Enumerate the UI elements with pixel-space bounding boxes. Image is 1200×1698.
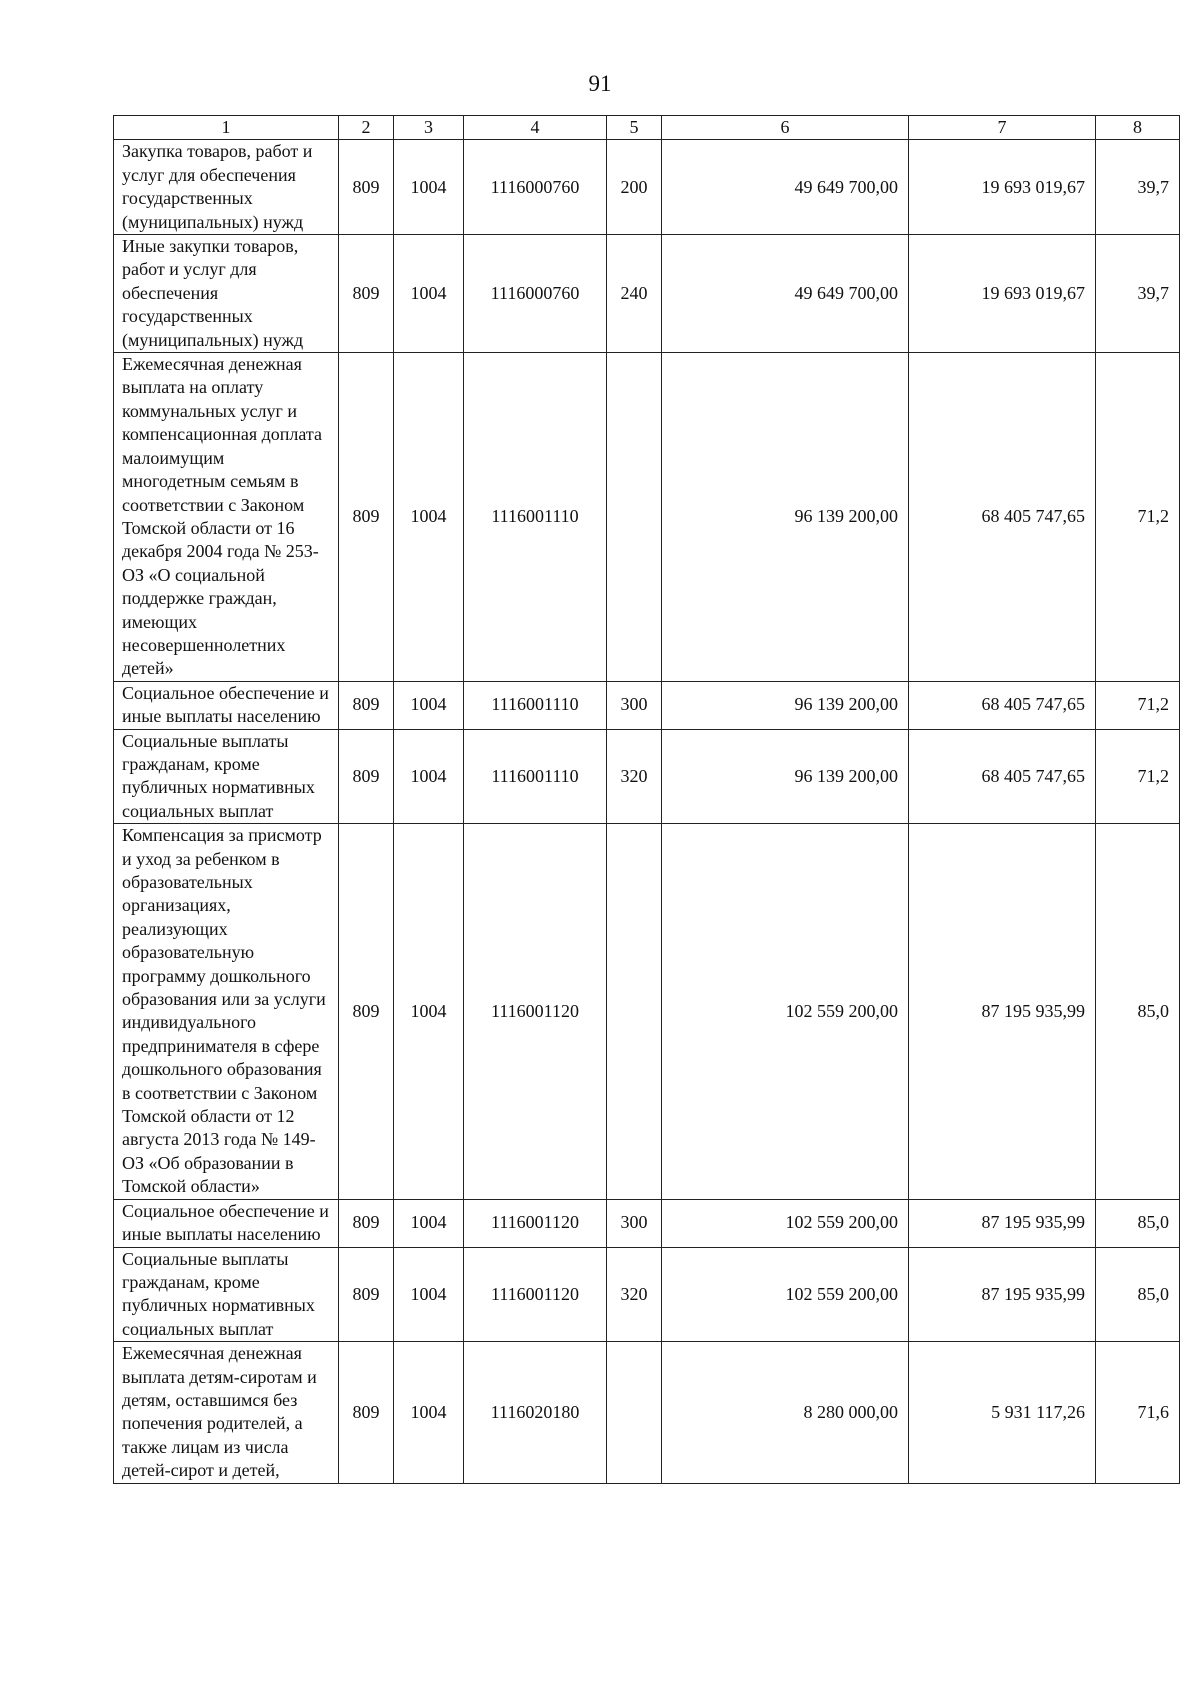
row-name: Ежемесячная денежная выплата на оплату коммунальных услуг и компенсационная доплата малоимущим многодетным семьям в соответствии с Законом Томской области от 16 декабря 2004 года № 253-ОЗ «О социальной поддержке граждан, имеющих несовершеннолетних детей» xyxy=(114,353,339,682)
section-code: 1004 xyxy=(394,1247,464,1342)
section-code: 1004 xyxy=(394,824,464,1200)
target-article: 1116001120 xyxy=(464,1199,607,1247)
section-code: 1004 xyxy=(394,1342,464,1483)
grbs-code: 809 xyxy=(339,235,394,353)
plan-amount: 8 280 000,00 xyxy=(662,1342,909,1483)
target-article: 1116000760 xyxy=(464,235,607,353)
header-cell: 8 xyxy=(1096,116,1180,140)
expense-type xyxy=(607,353,662,682)
section-code: 1004 xyxy=(394,140,464,235)
grbs-code: 809 xyxy=(339,140,394,235)
target-article: 1116001110 xyxy=(464,729,607,824)
execution-percent: 71,2 xyxy=(1096,729,1180,824)
execution-percent: 85,0 xyxy=(1096,1199,1180,1247)
plan-amount: 96 139 200,00 xyxy=(662,353,909,682)
target-article: 1116001120 xyxy=(464,1247,607,1342)
header-cell: 3 xyxy=(394,116,464,140)
row-name: Социальные выплаты гражданам, кроме публичных нормативных социальных выплат xyxy=(114,1247,339,1342)
section-code: 1004 xyxy=(394,235,464,353)
header-row xyxy=(114,116,1180,140)
plan-amount: 102 559 200,00 xyxy=(662,1247,909,1342)
execution-percent: 39,7 xyxy=(1096,140,1180,235)
target-article: 1116000760 xyxy=(464,140,607,235)
fact-amount: 87 195 935,99 xyxy=(909,1247,1096,1342)
expense-type xyxy=(607,1342,662,1483)
plan-amount: 96 139 200,00 xyxy=(662,729,909,824)
plan-amount: 49 649 700,00 xyxy=(662,235,909,353)
row-name: Социальное обеспечение и иные выплаты населению xyxy=(114,1199,339,1247)
header-cell: 7 xyxy=(909,116,1096,140)
header-cell: 1 xyxy=(114,116,339,140)
section-code: 1004 xyxy=(394,681,464,729)
fact-amount: 5 931 117,26 xyxy=(909,1342,1096,1483)
table-row xyxy=(114,140,1180,235)
execution-percent: 39,7 xyxy=(1096,235,1180,353)
section-code: 1004 xyxy=(394,353,464,682)
table-row xyxy=(114,353,1180,682)
fact-amount: 19 693 019,67 xyxy=(909,235,1096,353)
row-name: Социальные выплаты гражданам, кроме публичных нормативных социальных выплат xyxy=(114,729,339,824)
table-row xyxy=(114,1247,1180,1342)
grbs-code: 809 xyxy=(339,729,394,824)
grbs-code: 809 xyxy=(339,1199,394,1247)
fact-amount: 87 195 935,99 xyxy=(909,1199,1096,1247)
expense-type: 200 xyxy=(607,140,662,235)
budget-table xyxy=(113,115,1180,1484)
row-name: Иные закупки товаров, работ и услуг для обеспечения государственных (муниципальных) нужд xyxy=(114,235,339,353)
execution-percent: 71,2 xyxy=(1096,681,1180,729)
page-number: 91 xyxy=(588,71,612,96)
grbs-code: 809 xyxy=(339,681,394,729)
section-code: 1004 xyxy=(394,729,464,824)
plan-amount: 96 139 200,00 xyxy=(662,681,909,729)
fact-amount: 19 693 019,67 xyxy=(909,140,1096,235)
header-cell: 2 xyxy=(339,116,394,140)
row-name: Социальное обеспечение и иные выплаты населению xyxy=(114,681,339,729)
expense-type: 320 xyxy=(607,729,662,824)
header-cell: 4 xyxy=(464,116,607,140)
table-row xyxy=(114,1199,1180,1247)
table-row xyxy=(114,729,1180,824)
expense-type: 240 xyxy=(607,235,662,353)
header-cell: 5 xyxy=(607,116,662,140)
table-row xyxy=(114,824,1180,1200)
execution-percent: 85,0 xyxy=(1096,1247,1180,1342)
target-article: 1116001110 xyxy=(464,353,607,682)
expense-type: 300 xyxy=(607,1199,662,1247)
row-name: Ежемесячная денежная выплата детям-сиротам и детям, оставшимся без попечения родителей, а также лицам из числа детей-сирот и детей, xyxy=(114,1342,339,1483)
header-cell: 6 xyxy=(662,116,909,140)
row-name: Компенсация за присмотр и уход за ребенком в образовательных организациях, реализующих образовательную программу дошкольного образования или за услуги индивидуального предпринимателя в сфере дошкольного образования в соответствии с Законом Томской области от 12 августа 2013 года № 149-ОЗ «Об образовании в Томской области» xyxy=(114,824,339,1200)
expense-type: 320 xyxy=(607,1247,662,1342)
fact-amount: 68 405 747,65 xyxy=(909,681,1096,729)
plan-amount: 102 559 200,00 xyxy=(662,824,909,1200)
execution-percent: 71,6 xyxy=(1096,1342,1180,1483)
target-article: 1116001120 xyxy=(464,824,607,1200)
fact-amount: 68 405 747,65 xyxy=(909,353,1096,682)
execution-percent: 71,2 xyxy=(1096,353,1180,682)
section-code: 1004 xyxy=(394,1199,464,1247)
grbs-code: 809 xyxy=(339,824,394,1200)
plan-amount: 102 559 200,00 xyxy=(662,1199,909,1247)
target-article: 1116020180 xyxy=(464,1342,607,1483)
table-row xyxy=(114,681,1180,729)
fact-amount: 68 405 747,65 xyxy=(909,729,1096,824)
grbs-code: 809 xyxy=(339,353,394,682)
grbs-code: 809 xyxy=(339,1247,394,1342)
fact-amount: 87 195 935,99 xyxy=(909,824,1096,1200)
plan-amount: 49 649 700,00 xyxy=(662,140,909,235)
expense-type xyxy=(607,824,662,1200)
table-row xyxy=(114,1342,1180,1483)
expense-type: 300 xyxy=(607,681,662,729)
grbs-code: 809 xyxy=(339,1342,394,1483)
row-name: Закупка товаров, работ и услуг для обеспечения государственных (муниципальных) нужд xyxy=(114,140,339,235)
execution-percent: 85,0 xyxy=(1096,824,1180,1200)
target-article: 1116001110 xyxy=(464,681,607,729)
table-row xyxy=(114,235,1180,353)
